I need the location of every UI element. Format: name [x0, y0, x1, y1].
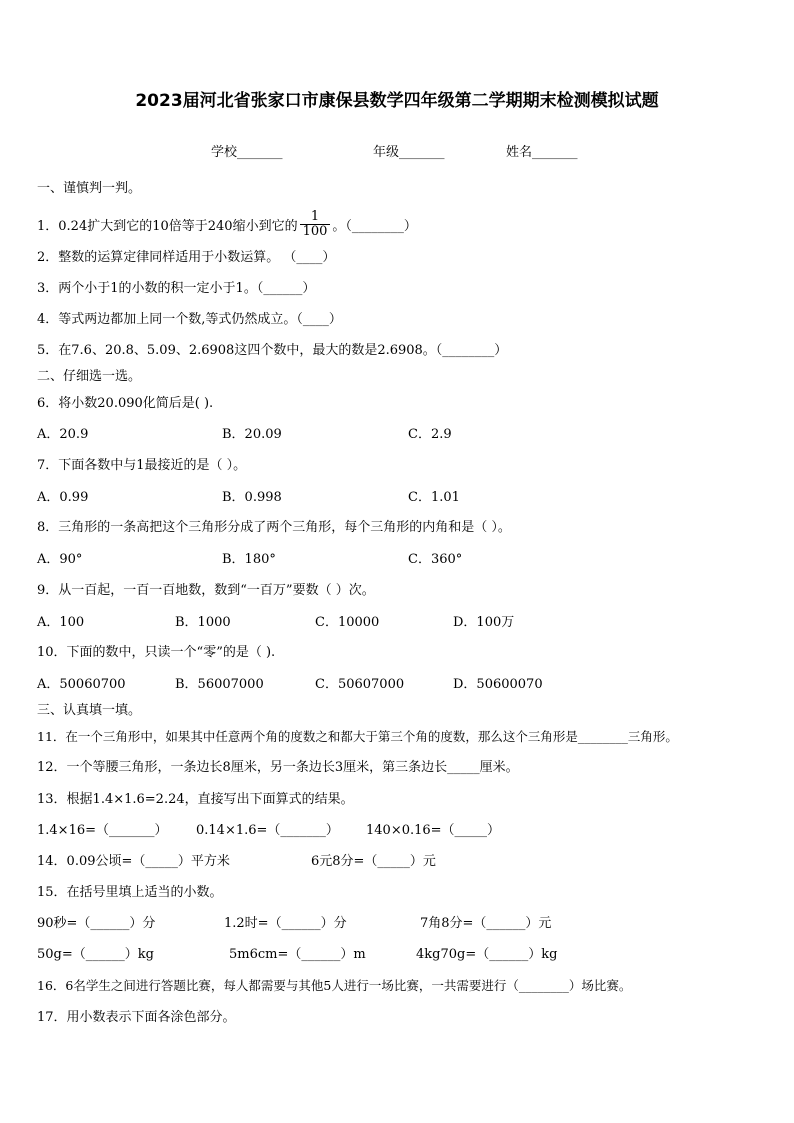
- q15-item-6: 4kg70g=（______）kg: [416, 947, 558, 962]
- section-heading-1: 一、谨慎判一判。: [37, 181, 142, 196]
- fraction: [300, 210, 331, 239]
- question-5: 5．在7.6、20.8、5.09、2.6908这四个数中，最大的数是2.6908。（________）: [37, 343, 508, 358]
- q9-option-d: D．100万: [453, 615, 515, 630]
- question-6: 6．将小数20.090化简后是( ).: [37, 396, 214, 411]
- q13-item-1: 1.4×16=（_______）: [37, 823, 168, 838]
- fraction-numerator: 1: [300, 210, 331, 225]
- q6-option-a: A．20.9: [37, 427, 89, 442]
- q8-option-c: C．360°: [408, 552, 463, 567]
- question-12: 12．一个等腰三角形，一条边长8厘米，另一条边长3厘米，第三条边长_____厘米。: [37, 760, 519, 775]
- question-11: 11．在一个三角形中，如果其中任意两个角的度数之和都大于第三个角的度数，那么这个三角形是________三角形。: [37, 729, 678, 744]
- question-8: 8．三角形的一条高把这个三角形分成了两个三角形，每个三角形的内角和是（ ）。: [37, 520, 511, 535]
- question-1-blank: 。（________）: [332, 219, 417, 234]
- question-10: 10．下面的数中，只读一个“零”的是（ ).: [37, 645, 276, 660]
- q10-option-c: C．50607000: [315, 677, 405, 692]
- q13-item-2: 0.14×1.6=（_______）: [196, 823, 339, 838]
- q15-item-3: 7角8分=（______）元: [420, 916, 552, 931]
- q15-item-2: 1.2时=（______）分: [224, 916, 347, 931]
- q7-option-a: A．0.99: [37, 490, 89, 505]
- section-heading-3: 三、认真填一填。: [37, 703, 142, 718]
- question-4: 4．等式两边都加上同一个数,等式仍然成立。（____）: [37, 312, 342, 327]
- q10-option-a: A．50060700: [37, 677, 126, 692]
- q15-item-4: 50g=（______）kg: [37, 947, 154, 962]
- school-field: 学校_______: [211, 145, 283, 160]
- q7-option-c: C．1.01: [408, 490, 460, 505]
- question-2: 2．整数的运算定律同样适用于小数运算。 （____）: [37, 250, 336, 265]
- q10-option-b: B．56007000: [175, 677, 264, 692]
- q7-option-b: B．0.998: [222, 490, 282, 505]
- q8-option-b: B．180°: [222, 552, 276, 567]
- fraction-denominator: 100: [302, 224, 328, 239]
- q10-option-d: D．50600070: [453, 677, 543, 692]
- question-7: 7．下面各数中与1最接近的是（ ）。: [37, 458, 247, 473]
- q9-option-a: A．100: [37, 615, 85, 630]
- page-title: 2023届河北省张家口市康保县数学四年级第二学期期末检测模拟试题: [135, 91, 659, 111]
- q8-option-a: A．90°: [37, 552, 83, 567]
- q15-item-1: 90秒=（______）分: [37, 916, 156, 931]
- question-1-text: 1．0.24扩大到它的10倍等于240缩小到它的: [37, 219, 298, 234]
- question-14-part-2: 6元8分=（_____）元: [311, 854, 436, 869]
- q6-option-b: B．20.09: [222, 427, 282, 442]
- q9-option-c: C．10000: [315, 615, 380, 630]
- grade-field: 年级_______: [373, 145, 445, 160]
- question-1: [37, 209, 417, 241]
- name-field: 姓名_______: [506, 145, 578, 160]
- q6-option-c: C．2.9: [408, 427, 452, 442]
- question-13: 13．根据1.4×1.6=2.24，直接写出下面算式的结果。: [37, 792, 354, 807]
- question-3: 3．两个小于1的小数的积一定小于1。（______）: [37, 281, 316, 296]
- question-17: 17．用小数表示下面各涂色部分。: [37, 1010, 236, 1025]
- question-15: 15．在括号里填上适当的小数。: [37, 885, 223, 900]
- question-14-part-1: 14．0.09公顷=（_____）平方米: [37, 854, 230, 869]
- q15-item-5: 5m6cm=（______）m: [229, 947, 366, 962]
- q9-option-b: B．1000: [175, 615, 231, 630]
- section-heading-2: 二、仔细选一选。: [37, 369, 142, 384]
- question-16: 16．6名学生之间进行答题比赛，每人都需要与其他5人进行一场比赛，一共需要进行（________）场比赛。: [37, 978, 632, 993]
- q13-item-3: 140×0.16=（_____）: [366, 823, 501, 838]
- question-9: 9．从一百起，一百一百地数，数到“一百万”要数（ ）次。: [37, 583, 375, 598]
